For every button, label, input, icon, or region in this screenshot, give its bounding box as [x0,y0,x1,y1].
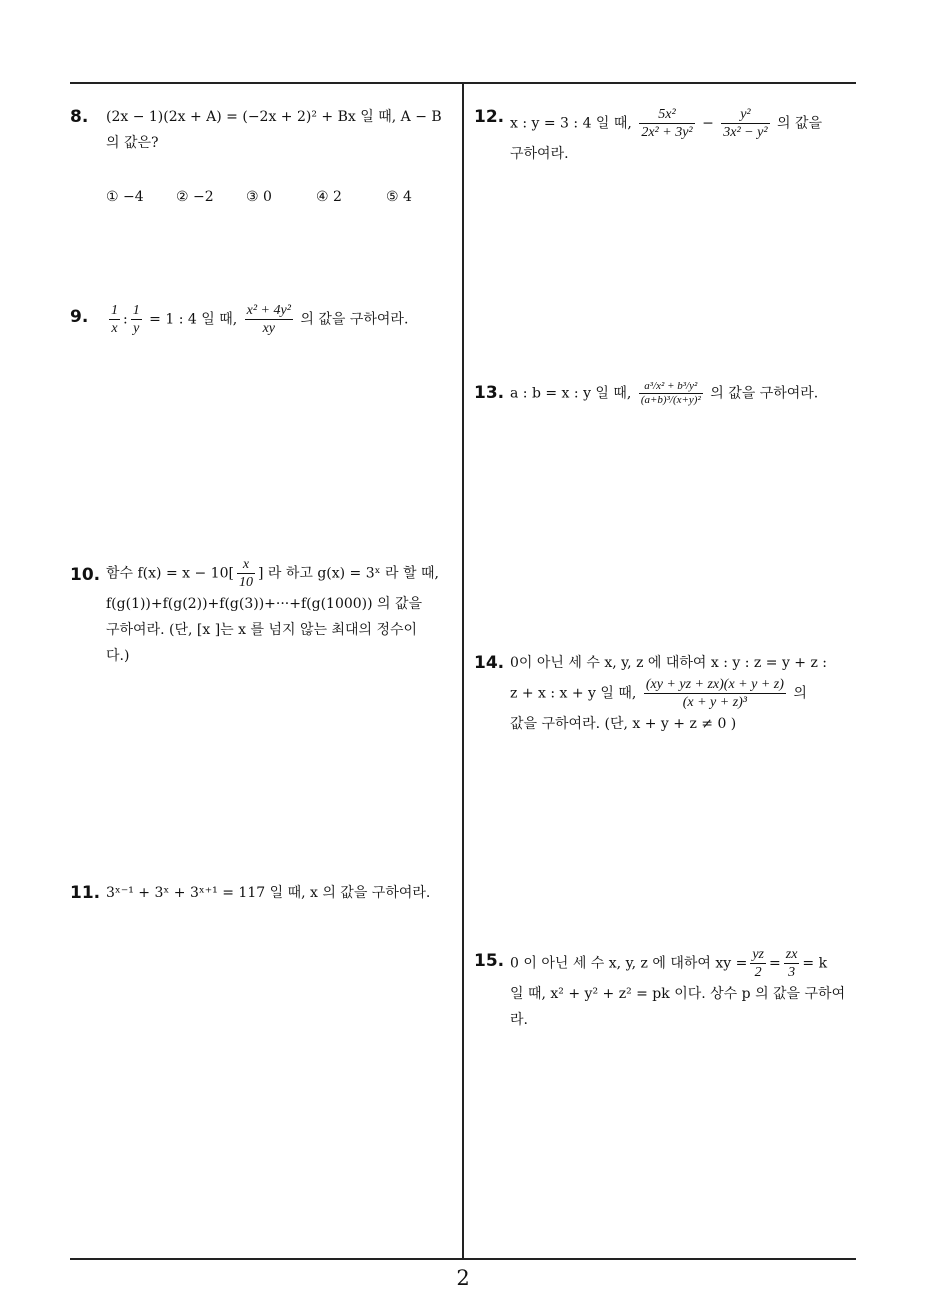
choice-3[interactable]: ③ 0 [246,189,272,205]
choice-5[interactable]: ⑤ 4 [386,189,412,205]
question-text: 3ˣ⁻¹ + 3ˣ + 3ˣ⁺¹ = 117 일 때, x 의 값을 구하여라. [106,885,431,901]
question-text: a : b = x : y 일 때, $\frac{\text{a³/x² + b³/y²}}{\text{(a+b)³/(x+y)²}}$ 의 값을 구하여라. [510,380,819,406]
question-text-line4: 다.) [106,648,130,664]
column-divider [462,83,464,1259]
question-14 [474,650,868,737]
question-text-line3: 라. [510,1012,528,1028]
fraction: $\frac{\text{5x²}}{\text{2x² + 3y²}}$ [641,107,693,140]
question-number: 13. [474,383,505,403]
fraction: $\frac{\text{y²}}{\text{3x² − y²}}$ [723,107,768,140]
question-12 [474,104,868,167]
fraction: $\frac{yz}{2}$ [752,947,765,980]
question-text: $\frac{1}{x}$ : $\frac{1}{y}$ = 1 : 4 일 때, $\frac{\text{x² + 4y²}}{xy}$ 의 값을 구하여라. [111,303,409,336]
question-text-line1: 0이 아닌 세 수 x, y, z 에 대하여 x : y : z = y + z : [510,655,828,671]
question-number: 8. [70,107,89,127]
choice-1[interactable]: ① −4 [106,189,144,205]
question-number: 10. [70,565,101,585]
fraction: $\frac{zx}{3}$ [785,947,798,980]
question-11 [70,880,464,906]
page-number: 2 [456,1266,470,1290]
compound-fraction: $\frac{\text{a³/x² + b³/y²}}{\text{(a+b)³/(x+y)²}}$ [640,380,701,406]
question-text-line2: f(g(1))+f(g(2))+f(g(3))+···+f(g(1000)) 의 값을 [106,596,423,612]
question-number: 12. [474,107,505,127]
fraction: $\frac{x}{10}$ [238,557,253,590]
question-text-line1: 0 이 아닌 세 수 x, y, z 에 대하여 xy = $\frac{yz}{2}$ = $\frac{zx}{3}$ = k [510,947,828,980]
choice-2[interactable]: ② −2 [176,189,214,205]
question-9 [70,302,464,337]
fraction: $\frac{\text{x² + 4y²}}{xy}$ [246,303,291,336]
fraction: $\frac{1}{y}$ [132,303,140,336]
question-text-line3: 값을 구하여라. (단, x + y + z ≠ 0 ) [510,716,737,732]
question-text-line3: 구하여라. (단, [x ]는 x 를 넘지 않는 최대의 정수이 [106,622,418,638]
question-text-line2: z + x : x + y 일 때, $\frac{(xy + yz + zx)(x + y + z)}{\text{(x + y + z)³}}$ 의 [510,677,807,710]
question-number: 9. [70,307,89,327]
fraction: $\frac{(xy + yz + zx)(x + y + z)}{\text{(x + y + z)³}}$ [645,677,784,710]
question-number: 14. [474,653,505,673]
question-15 [474,946,868,1033]
question-13 [474,380,868,407]
question-text-line2: 구하여라. [510,146,569,162]
question-10 [70,556,464,669]
fraction: $\frac{1}{x}$ [111,303,118,336]
question-text-line2: 의 값은? [106,135,159,151]
answer-choices [106,184,464,210]
question-number: 11. [70,883,101,903]
question-text-line1: 함수 f(x) = x − 10[ $\frac{x}{10}$ ] 라 하고 g(x) = 3ˣ 라 할 때, [106,557,439,590]
question-8 [70,104,464,210]
choice-4[interactable]: ④ 2 [316,189,342,205]
question-text-line1: x : y = 3 : 4 일 때, $\frac{\text{5x²}}{\text{2x² + 3y²}}$ − $\frac{\text{y²}}{\text{3x² − y²}}$ 의 값을 [510,107,823,140]
question-number: 15. [474,951,505,971]
bottom-rule [70,1258,856,1260]
question-text-line2: 일 때, x² + y² + z² = pk 이다. 상수 p 의 값을 구하여 [510,986,846,1002]
question-text-line1: (2x − 1)(2x + A) = (−2x + 2)² + Bx 일 때, A − B [106,109,442,125]
